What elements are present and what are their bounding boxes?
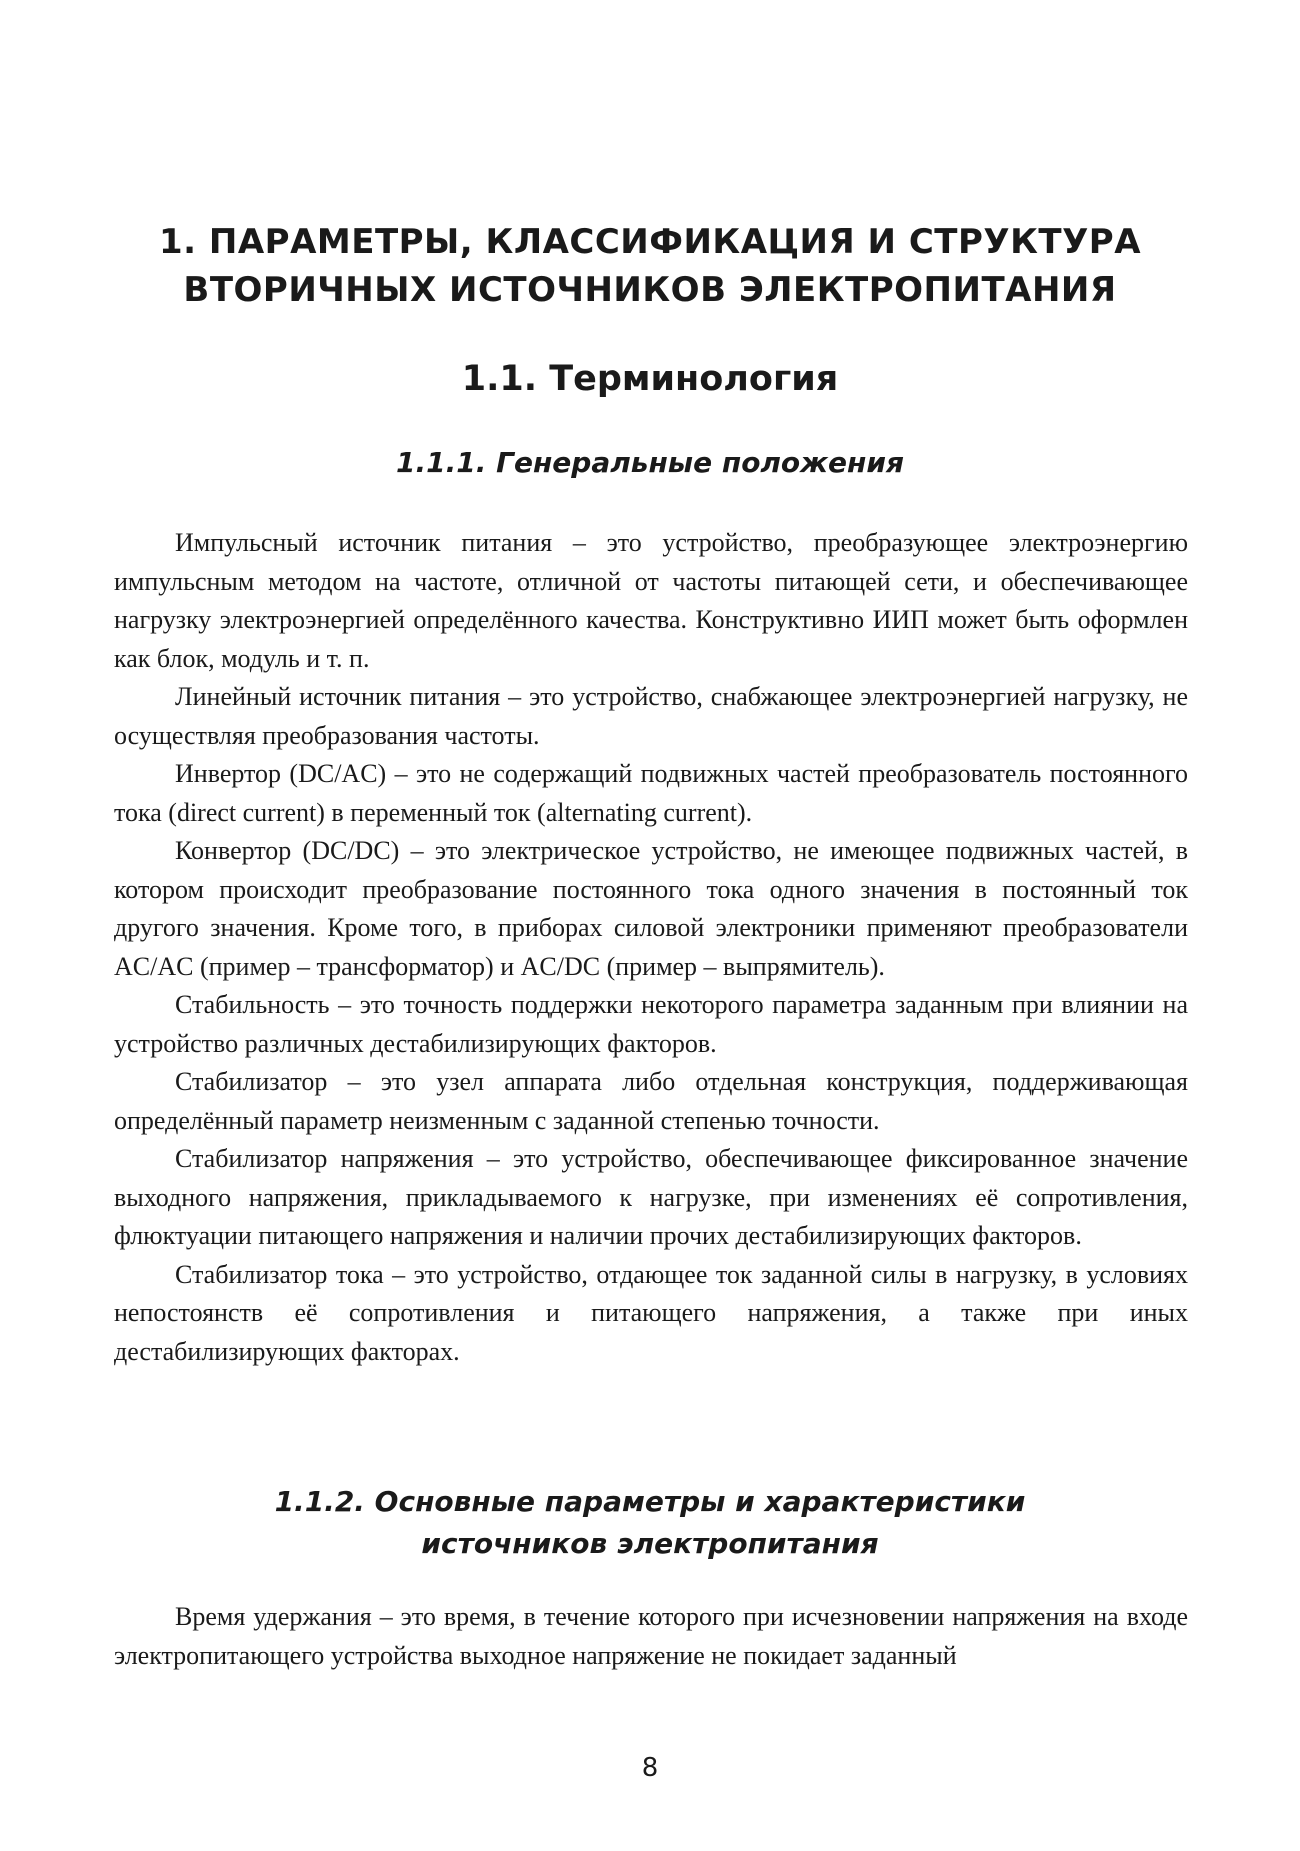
chapter-title: [120, 218, 1180, 314]
paragraph-stability: Стабильность – это точность поддержки некоторого параметра заданным при влиянии на устройство различных дестабилизирующих факторов.: [114, 990, 1188, 1058]
page-number: 8: [641, 1753, 659, 1783]
paragraph-inverter: Инвертор (DC/AC) – это не содержащий подвижных частей преобразователь постоянного тока (direct current) в переменный ток (alternating current).: [114, 759, 1188, 827]
subsection-title-general: [120, 442, 1180, 484]
main-parameters-body: [114, 1598, 1188, 1675]
section-title: 1.1. Терминология: [461, 359, 839, 399]
paragraph-voltage-stabilizer: Стабилизатор напряжения – это устройство, обеспечивающее фиксированное значение выходного напряжения, прикладываемого к нагрузке, при изменениях её сопротивления, флюктуации питающего напряжения и наличии прочих дестабилизирующих факторов.: [114, 1144, 1188, 1250]
paragraph-stabilizer: Стабилизатор – это узел аппарата либо отдельная конструкция, поддерживающая определённый параметр неизменным с заданной степенью точности.: [114, 1067, 1188, 1135]
subsection-title-general-text: 1.1.1. Генеральные положения: [396, 446, 904, 479]
chapter-title-line-1: 1. ПАРАМЕТРЫ, КЛАССИФИКАЦИЯ И СТРУКТУРА: [158, 222, 1142, 262]
chapter-title-line-2: ВТОРИЧНЫХ ИСТОЧНИКОВ ЭЛЕКТРОПИТАНИЯ: [183, 270, 1117, 310]
paragraph-switching-power-supply: Импульсный источник питания – это устройство, преобразующее электроэнергию импульсным методом на частоте, отличной от частоты питающей сети, и обеспечивающее нагрузку электроэнергией определённого качества. Конструктивно ИИП может быть оформлен как блок, модуль и т. п.: [114, 528, 1188, 673]
paragraph-current-stabilizer: Стабилизатор тока – это устройство, отдающее ток заданной силы в нагрузку, в условиях непостоянств её сопротивления и питающего напряжения, а также при иных дестабилизирующих факторах.: [114, 1259, 1188, 1366]
subsection-title-main-parameters: [120, 1481, 1180, 1565]
subsection-title-main-parameters-line-2: источников электропитания: [421, 1527, 879, 1560]
paragraph-converter: Конвертор (DC/DC) – это электрическое устройство, не имеющее подвижных частей, в котором происходит преобразование постоянного тока одного значения в постоянный ток другого значения. Кроме того, в приборах силовой электроники применяют преобразователи AC/AC (пример – трансформатор) и AC/DC (пример – выпрямитель).: [114, 836, 1188, 981]
general-provisions-body: [114, 524, 1188, 1371]
subsection-title-main-parameters-line-1: 1.1.2. Основные параметры и характеристики: [274, 1485, 1026, 1518]
paragraph-hold-up-time: Время удержания – это время, в течение которого при исчезновении напряжения на входе электропитающего устройства выходное напряжение не покидает заданный: [114, 1602, 1188, 1670]
paragraph-linear-power-supply: Линейный источник питания – это устройство, снабжающее электроэнергией нагрузку, не осуществляя преобразования частоты.: [114, 682, 1188, 750]
